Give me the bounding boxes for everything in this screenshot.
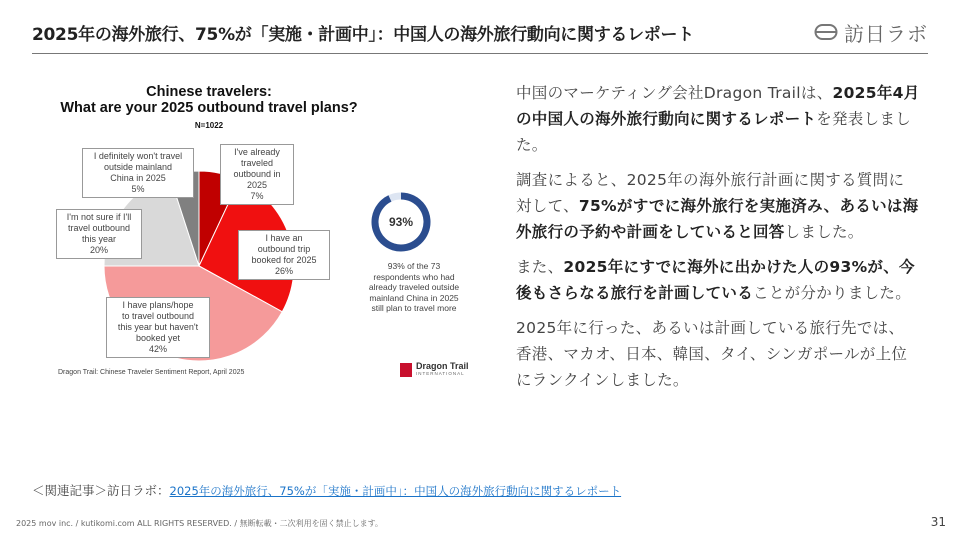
paragraph-3 (516, 254, 920, 306)
p3-bold: 2025年にすでに海外に出かけた人の93%が、今後もさらなる旅行を計画している (516, 258, 915, 302)
speech-bubble-icon (814, 23, 838, 43)
callout-line: outside mainland (103, 162, 173, 172)
callout-booked (238, 230, 330, 280)
figure-source: Dragon Trail: Chinese Traveler Sentiment Report, April 2025 (58, 369, 245, 376)
related-article (32, 481, 621, 499)
p1-text: 中国のマーケティング会社Dragon Trailは、 (516, 84, 833, 102)
callout-definitely-not (82, 148, 194, 198)
callout-value: 5% (131, 184, 145, 194)
dragon-trail-logo (400, 362, 469, 378)
p1-bold: 2025年4月の中国人の海外旅行動向に関するレポート (516, 84, 920, 128)
header-divider (32, 53, 928, 54)
paragraph-4: 2025年に行った、あるいは計画している旅行先では、香港、マカオ、日本、韓国、タイ、シンガポールが上位にランクインしました。 (516, 319, 908, 389)
callout-plans (106, 297, 210, 358)
related-prefix: ＜関連記事＞訪日ラボ： (32, 483, 170, 498)
callout-not-sure (56, 209, 142, 259)
callout-line: I've already (234, 147, 280, 157)
logo-subtitle: INTERNATIONAL (416, 371, 465, 376)
brand-name: 訪日ラボ (844, 22, 928, 46)
paragraph-1 (516, 80, 920, 158)
ring-caption-line: 93% of the 73 (387, 261, 441, 271)
footer-copyright: 2025 mov inc. / kutikomi.com ALL RIGHTS RESERVED. / 無断転載・二次利用を固く禁止します。 (16, 519, 383, 528)
p3-text: また、 (516, 258, 564, 276)
callout-line: this year (81, 234, 116, 244)
figure-sample-size: N=1022 (194, 121, 224, 130)
callout-line: I definitely won't travel (93, 151, 183, 161)
callout-value: 42% (148, 344, 167, 354)
callout-line: to travel outbound (121, 311, 195, 321)
p3-text-end: ことが分かりました。 (753, 284, 912, 302)
ring-caption (364, 261, 464, 314)
callout-line: travel outbound (67, 223, 131, 233)
ring-caption-line: still plan to travel more (371, 303, 457, 313)
logo-name: Dragon Trail (416, 361, 469, 371)
ring-caption-line: already traveled outside (368, 282, 460, 292)
callout-value: 20% (89, 245, 108, 255)
callout-line: I have plans/hope (122, 300, 194, 310)
brand-logo (814, 18, 928, 47)
ring-caption-line: respondents who had (373, 271, 455, 282)
callout-line: outbound in 2025 (233, 169, 281, 190)
callout-value: 26% (274, 266, 293, 276)
slide-title: 2025年の海外旅行、75%が「実施・計画中」：中国人の海外旅行動向に関するレポート (32, 25, 694, 45)
callout-line: booked yet (135, 333, 181, 343)
callout-line: outbound trip (257, 244, 311, 254)
callout-value: 7% (250, 191, 264, 201)
slide-header (32, 16, 928, 52)
callout-line: booked for 2025 (251, 255, 317, 265)
p2-text: 調査によると、2025年の海外旅行計画に関する質問に対して、 (516, 171, 905, 215)
logo-seal-icon (400, 363, 412, 377)
p2-text-end: しました。 (784, 223, 864, 241)
figure-title-line1: Chinese travelers: (146, 84, 272, 100)
p2-bold: 75%がすでに海外旅行を実施済み、あるいは海外旅行の予約や計画をしていると回答 (516, 197, 919, 241)
p1-text-end: を発表しました。 (516, 110, 912, 154)
callout-already-traveled (220, 144, 294, 205)
callout-line: this year but haven't (117, 322, 199, 332)
callout-line: China in 2025 (110, 173, 166, 183)
callout-line: traveled (240, 158, 274, 168)
related-article-link[interactable]: 2025年の海外旅行、75%が「実施・計画中」：中国人の海外旅行動向に関するレポート (169, 484, 622, 498)
ring-value-label: 93% (388, 215, 414, 229)
callout-line: I have an (265, 233, 303, 243)
figure-title-line2: What are your 2025 outbound travel plans? (60, 100, 358, 116)
article-body (516, 80, 920, 402)
paragraph-2 (516, 167, 920, 245)
survey-figure (36, 66, 476, 386)
callout-line: I'm not sure if I'll (66, 212, 132, 222)
ring-caption-line: mainland China in 2025 (369, 292, 459, 303)
page-number: 31 (930, 515, 946, 529)
